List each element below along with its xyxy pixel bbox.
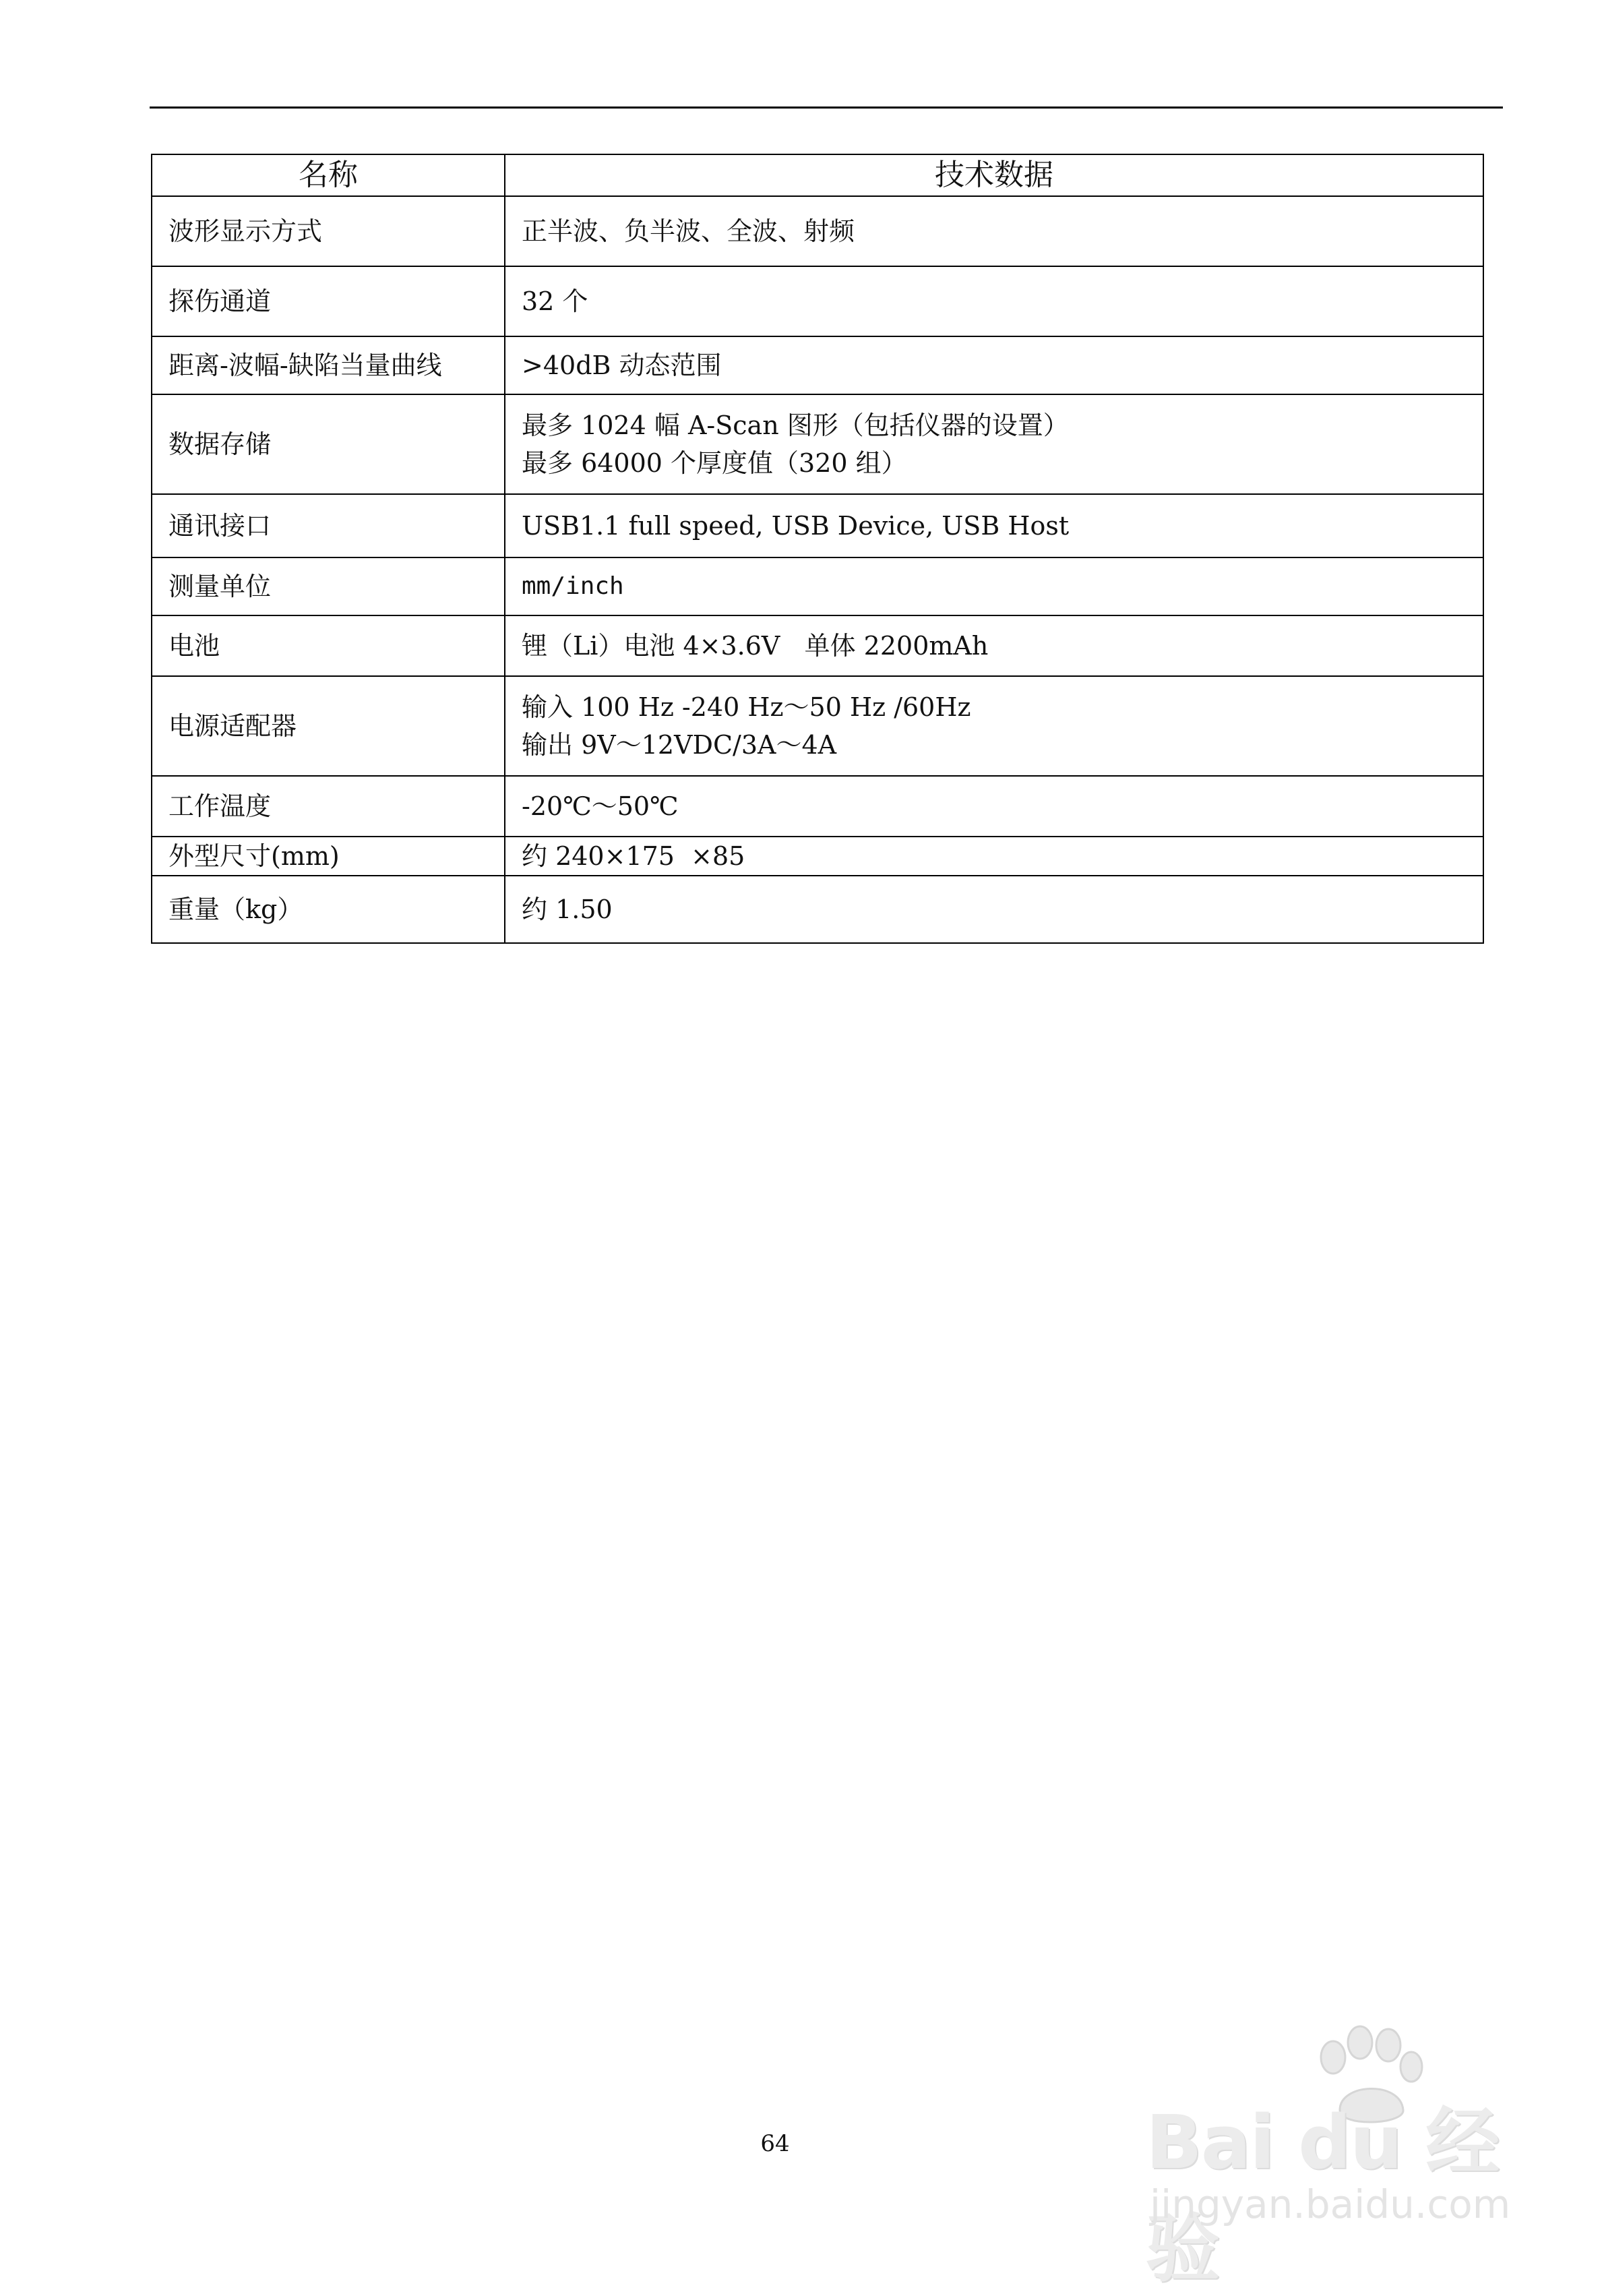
- table-row: [152, 776, 1483, 837]
- value-line: 输出 9V～12VDC/3A～4A: [522, 730, 837, 760]
- table-row: [152, 837, 1483, 876]
- value-line: 最多 64000 个厚度值（320 组）: [522, 448, 907, 478]
- value-line: 32 个: [522, 286, 588, 316]
- row-value: [505, 776, 1483, 837]
- table-row: [152, 196, 1483, 266]
- value-line: 最多 1024 幅 A-Scan 图形（包括仪器的设置）: [522, 411, 1069, 440]
- value-line: -20℃～50℃: [522, 791, 679, 821]
- watermark-url: jingyan.baidu.com: [1150, 2181, 1511, 2227]
- value-line: USB1.1 full speed, USB Device, USB Host: [522, 511, 1070, 541]
- row-value: [505, 876, 1483, 943]
- row-value: [505, 615, 1483, 676]
- row-label: 测量单位: [152, 557, 505, 615]
- value-line: 正半波、负半波、全波、射频: [522, 216, 855, 246]
- value-line: 约 1.50: [522, 895, 613, 924]
- watermark-brand: Bai du 经验: [1146, 2099, 1499, 2292]
- row-label: 电源适配器: [152, 676, 505, 776]
- table-row: [152, 676, 1483, 776]
- row-label: 距离-波幅-缺陷当量曲线: [152, 336, 505, 394]
- row-label: 电池: [152, 615, 505, 676]
- table-row: [152, 876, 1483, 943]
- value-line: 输入 100 Hz -240 Hz～50 Hz /60Hz: [522, 692, 971, 722]
- header-name: 名称: [152, 154, 505, 196]
- row-label: 外型尺寸(mm): [152, 837, 505, 876]
- row-label: 重量（kg）: [152, 876, 505, 943]
- row-label: 波形显示方式: [152, 196, 505, 266]
- row-value: [505, 494, 1483, 557]
- row-label: 数据存储: [152, 394, 505, 494]
- table-header-row: [152, 154, 1483, 196]
- row-value: [505, 196, 1483, 266]
- table-row: [152, 615, 1483, 676]
- table-row: [152, 266, 1483, 336]
- row-label: 探伤通道: [152, 266, 505, 336]
- page-number: 64: [760, 2130, 790, 2157]
- value-line: >40dB 动态范围: [522, 351, 722, 380]
- value-line: mm/inch: [522, 572, 624, 600]
- value-line: 锂（Li）电池 4×3.6V 单体 2200mAh: [522, 631, 989, 661]
- row-value: [505, 676, 1483, 776]
- table-row: [152, 336, 1483, 394]
- row-value: [505, 557, 1483, 615]
- row-value: [505, 394, 1483, 494]
- row-value: [505, 336, 1483, 394]
- spec-table: [151, 154, 1484, 944]
- header-rule: [150, 107, 1503, 109]
- header-data: 技术数据: [505, 154, 1483, 196]
- table-row: [152, 394, 1483, 494]
- baidu-jingyan-watermark: [1146, 2016, 1523, 2292]
- row-value: [505, 266, 1483, 336]
- row-label: 通讯接口: [152, 494, 505, 557]
- row-label: 工作温度: [152, 776, 505, 837]
- table-row: [152, 494, 1483, 557]
- table-row: [152, 557, 1483, 615]
- row-value: [505, 837, 1483, 876]
- value-line: 约 240×175 ×85: [522, 841, 745, 871]
